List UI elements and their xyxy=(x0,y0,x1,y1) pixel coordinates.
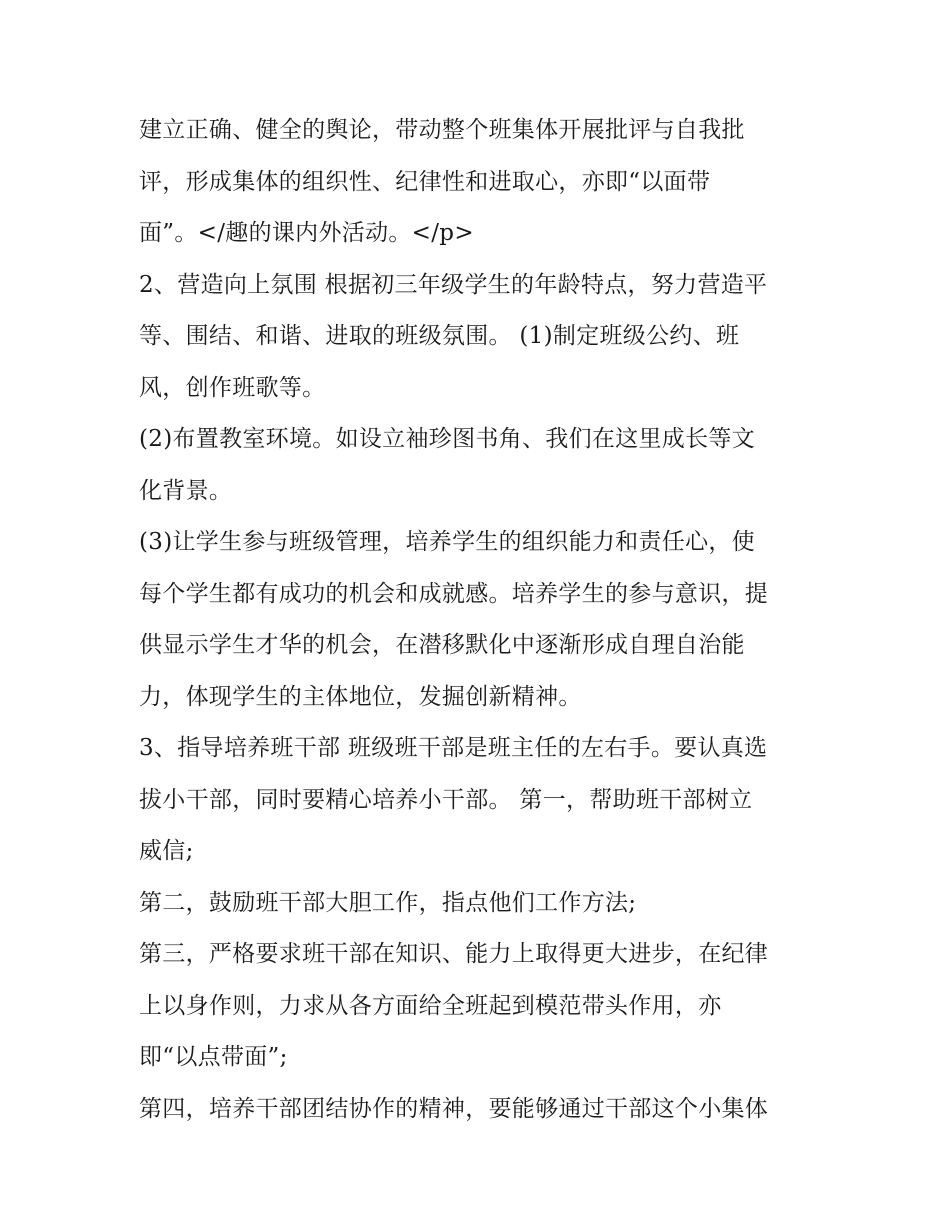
document-body xyxy=(139,105,819,1135)
text-line: 第二，鼓励班干部大胆工作，指点他们工作方法; xyxy=(139,889,637,916)
text-line: 每个学生都有成功的机会和成就感。培养学生的参与意识，提 xyxy=(139,580,769,607)
text-line: 第三，严格要求班干部在知识、能力上取得更大进步，在纪律 xyxy=(139,941,769,967)
text-line: (3)让学生参与班级管理，培养学生的组织能力和责任心，使 xyxy=(139,529,755,555)
text-line: 即“以点带面”; xyxy=(139,1044,288,1070)
text-line: 第四，培养干部团结协作的精神，要能够通过干部这个小集体 xyxy=(139,1095,769,1122)
text-line: 评，形成集体的组织性、纪律性和进取心，亦即“以面带 xyxy=(139,168,711,195)
text-line: (2)布置教室环境。如设立袖珍图书角、我们在这里成长等文 xyxy=(139,426,755,452)
text-line: 建立正确、健全的舆论，带动整个班集体开展批评与自我批 xyxy=(139,117,745,143)
text-line: 化背景。 xyxy=(139,477,233,504)
text-line: 3、指导培养班干部 班级班干部是班主任的左右手。要认真选 xyxy=(139,735,768,761)
text-line: 等、围结、和谐、进取的班级氛围。 (1)制定班级公约、班 xyxy=(139,323,740,349)
text-line: 风，创作班歌等。 xyxy=(139,374,326,401)
text-line: 供显示学生才华的机会，在潜移默化中逐渐形成自理自治能 xyxy=(139,632,745,658)
text-line: 拔小干部，同时要精心培养小干部。 第一，帮助班干部树立 xyxy=(139,786,753,813)
text-line: 力，体现学生的主体地位，发掘创新精神。 xyxy=(139,683,582,710)
text-line: 面”。</趣的课内外活动。</p> xyxy=(139,220,474,246)
text-line: 威信; xyxy=(139,838,194,864)
text-line: 2、营造向上氛围 根据初三年级学生的年龄特点，努力营造平 xyxy=(139,271,768,298)
text-line: 上以身作则，力求从各方面给全班起到模范带头作用，亦 xyxy=(139,992,722,1019)
